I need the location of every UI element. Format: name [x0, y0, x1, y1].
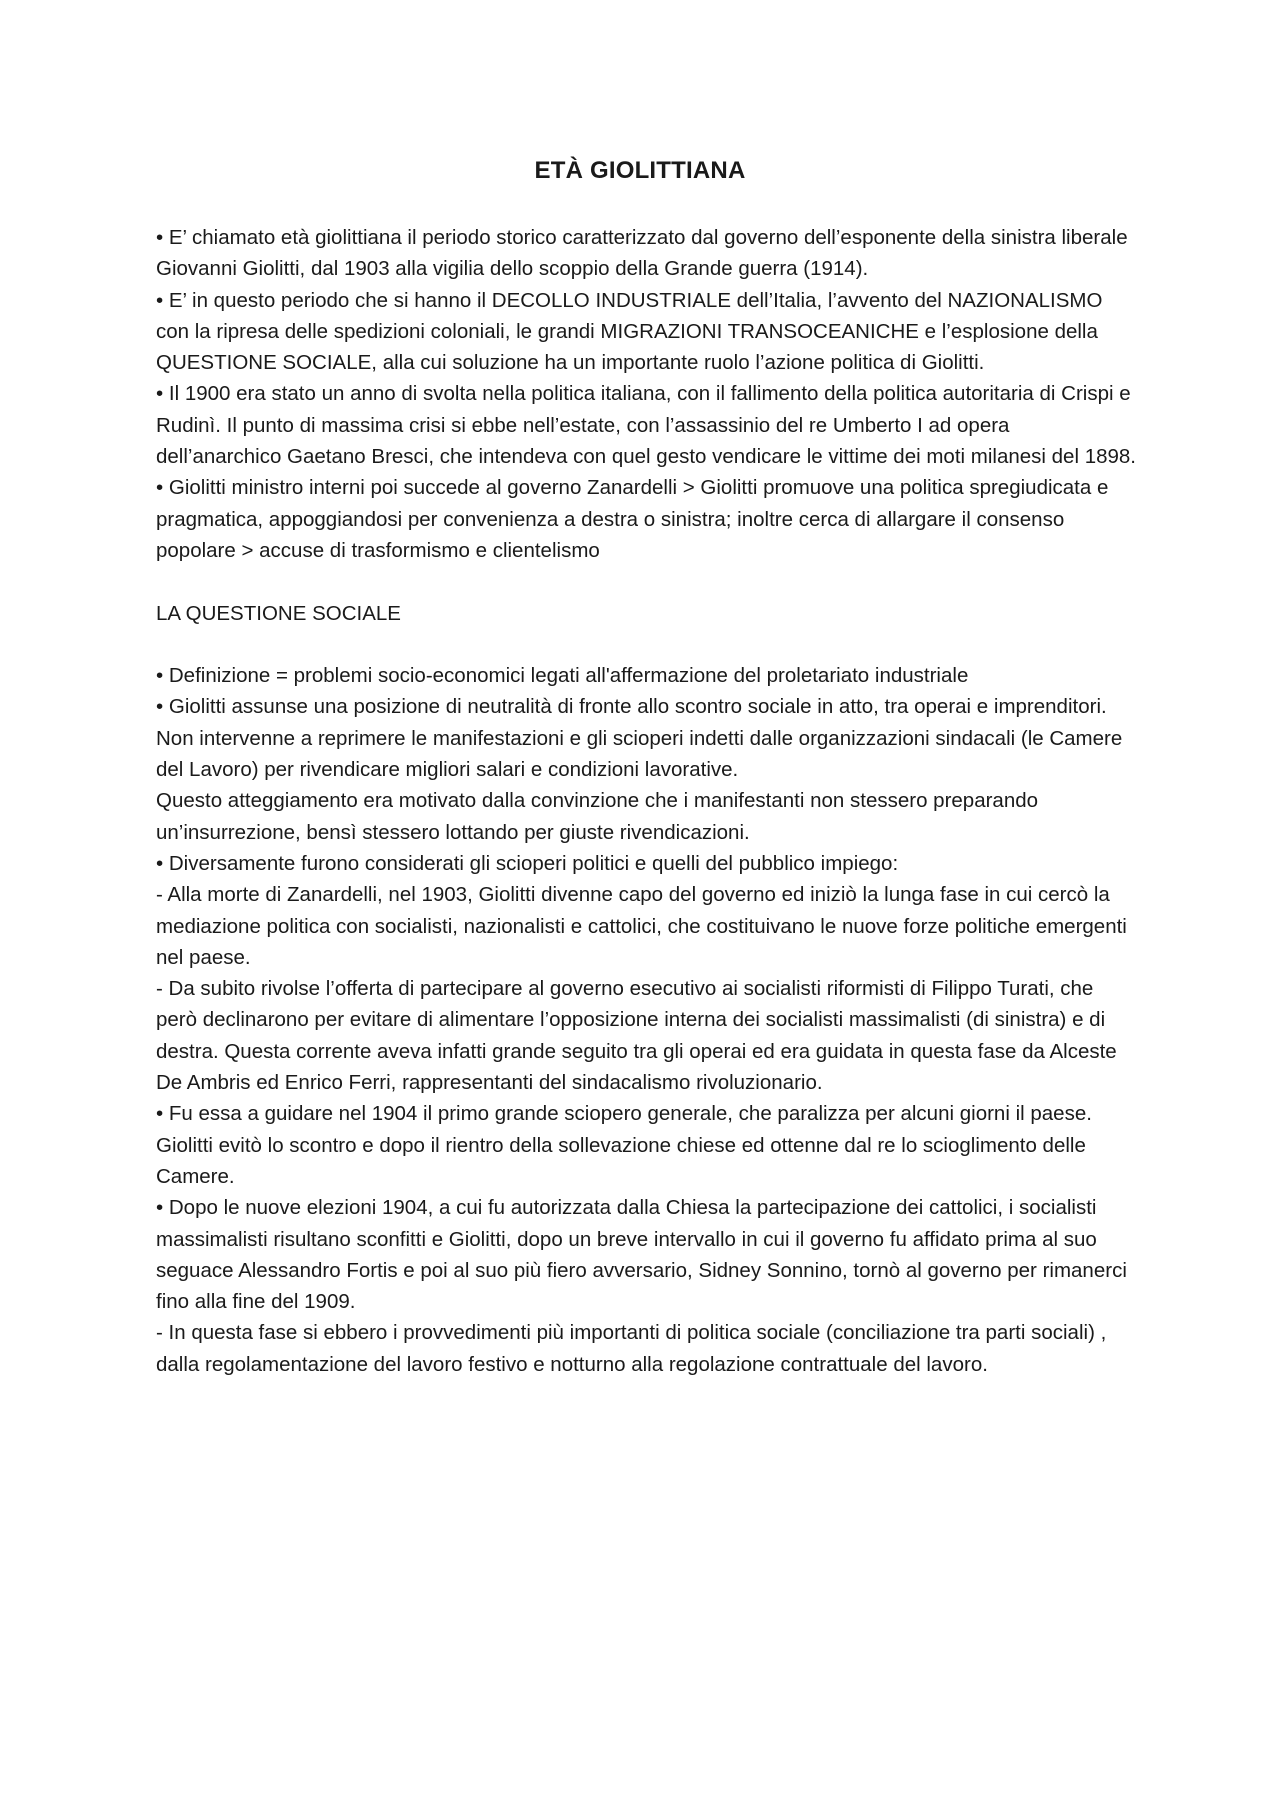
document-body — [156, 222, 1138, 1380]
paragraph: • Giolitti ministro interni poi succede al governo Zanardelli > Giolitti promuove una politica spregiudicata e pragmatica, appoggiandosi per convenienza a destra o sinistra; inoltre cerca di allargare il consenso popolare > accuse di trasformismo e clientelismo — [156, 476, 1109, 562]
section-heading: LA QUESTIONE SOCIALE — [156, 601, 401, 625]
paragraph: - In questa fase si ebbero i provvedimenti più importanti di politica sociale (conciliazione tra parti sociali) , dalla regolamentazione del lavoro festivo e notturno alla regolazione contrattuale del lavoro. — [156, 1321, 1107, 1376]
paragraph: - Da subito rivolse l’offerta di partecipare al governo esecutivo ai socialisti riformisti di Filippo Turati, che però declinarono per evitare di alimentare l’opposizione interna dei socialisti massimalisti (di sinistra) e di destra. Questa corrente aveva infatti grande seguito tra gli operai ed era guidata in questa fase da Alceste De Ambris ed Enrico Ferri, rappresentanti del sindacalismo rivoluzionario. — [156, 977, 1117, 1095]
paragraph: • Diversamente furono considerati gli scioperi politici e quelli del pubblico impiego: — [156, 851, 899, 875]
paragraph: • Il 1900 era stato un anno di svolta nella politica italiana, con il fallimento della politica autoritaria di Crispi e Rudinì. Il punto di massima crisi si ebbe nell’estate, con l’assassinio del re Umberto I ad opera dell’anarchico Gaetano Bresci, che intendeva con quel gesto vendicare le vittime dei moti milanesi del 1898. — [156, 382, 1137, 469]
paragraph: • Dopo le nuove elezioni 1904, a cui fu autorizzata dalla Chiesa la partecipazione dei cattolici, i socialisti massimalisti risultano sconfitti e Giolitti, dopo un breve intervallo in cui il governo fu affidato prima al suo seguace Alessandro Fortis e poi al suo più fiero avversario, Sidney Sonnino, tornò al governo per rimanerci fino alla fine del 1909. — [156, 1196, 1127, 1314]
paragraph: • E’ chiamato età giolittiana il periodo storico caratterizzato dal governo dell’esponente della sinistra liberale Giovanni Giolitti, dal 1903 alla vigilia dello scoppio della Grande guerra (1914). — [156, 226, 1128, 281]
paragraph: • Fu essa a guidare nel 1904 il primo grande sciopero generale, che paralizza per alcuni giorni il paese. Giolitti evitò lo scontro e dopo il rientro della sollevazione chiese ed ottenne dal re lo scioglimento delle Camere. — [156, 1102, 1092, 1188]
page-title: ETÀ GIOLITTIANA — [534, 157, 746, 184]
paragraph: • E’ in questo periodo che si hanno il DECOLLO INDUSTRIALE dell’Italia, l’avvento del NAZIONALISMO con la ripresa delle spedizioni coloniali, le grandi MIGRAZIONI TRANSOCEANICHE e l’esplosione della QUESTIONE SOCIALE, alla cui soluzione ha un importante ruolo l’azione politica di Giolitti. — [156, 288, 1103, 375]
paragraph: Questo atteggiamento era motivato dalla convinzione che i manifestanti non stessero preparando un’insurrezione, bensì stessero lottando per giuste rivendicazioni. — [156, 789, 1039, 844]
paragraph: • Giolitti assunse una posizione di neutralità di fronte allo scontro sociale in atto, tra operai e imprenditori. Non intervenne a reprimere le manifestazioni e gli scioperi indetti dalle organizzazioni sindacali (le Camere del Lavoro) per rivendicare migliori salari e condizioni lavorative. — [156, 695, 1123, 782]
paragraph: - Alla morte di Zanardelli, nel 1903, Giolitti divenne capo del governo ed iniziò la lunga fase in cui cercò la mediazione politica con socialisti, nazionalisti e cattolici, che costituivano le nuove forze politiche emergenti nel paese. — [156, 883, 1127, 969]
spacer — [156, 629, 1138, 660]
spacer — [156, 566, 1138, 597]
paragraph: • Definizione = problemi socio-economici legati all'affermazione del proletariato industriale — [156, 664, 969, 688]
